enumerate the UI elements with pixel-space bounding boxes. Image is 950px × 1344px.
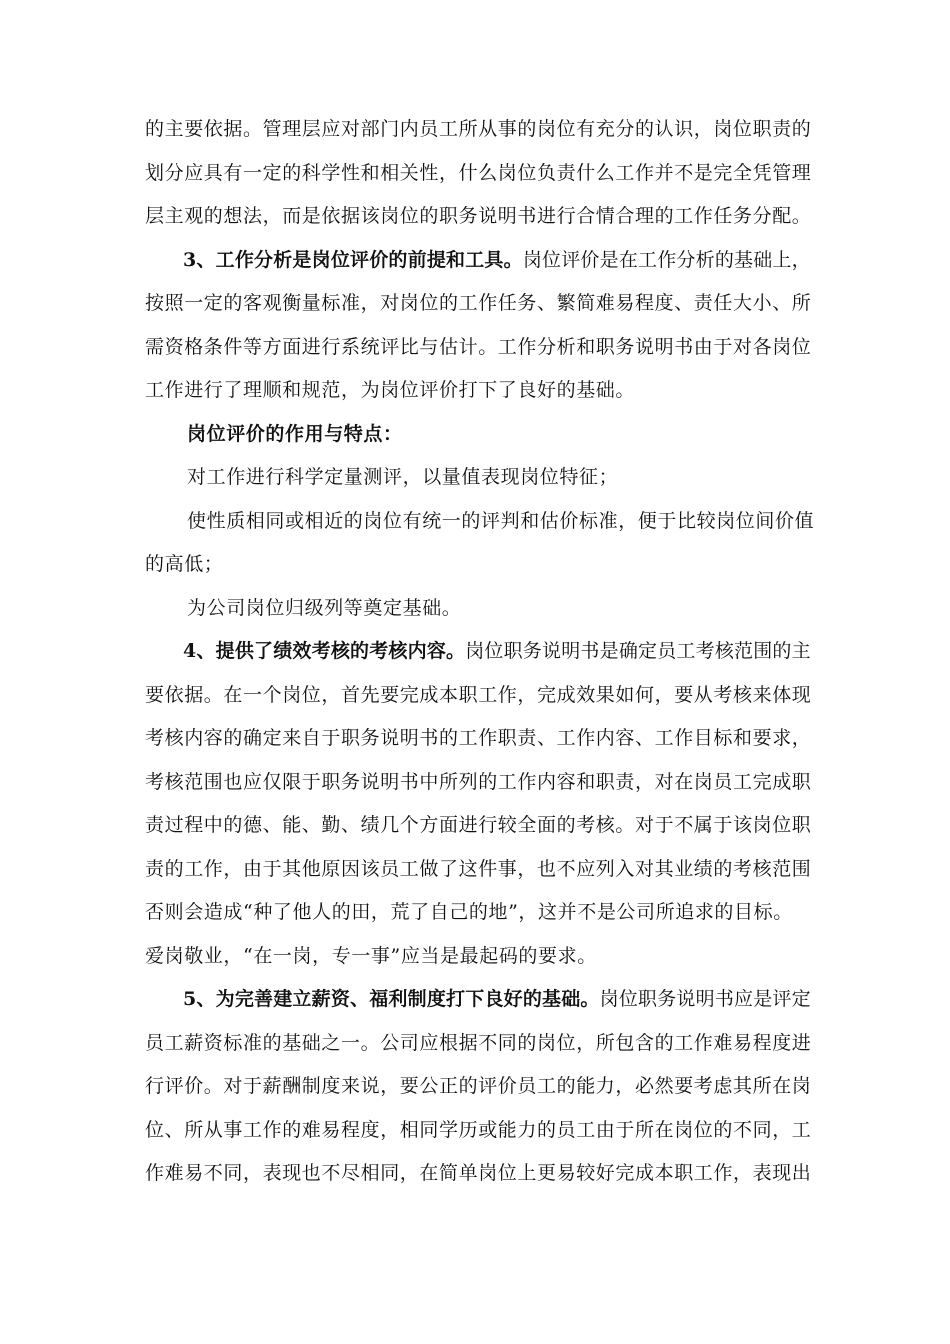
feature-item: 使性质相同或相近的岗位有统一的评判和估价标准，便于比较岗位间价值 [187, 509, 815, 532]
section-heading-3: 3、工作分析是岗位评价的前提和工具。 [183, 248, 523, 271]
feature-item-continuation: 的高低； [145, 553, 224, 575]
paragraph-line: 责的工作，由于其他原因该员工做了这件事，也不应列入对其业绩的考核范围 [145, 857, 812, 880]
paragraph-line: 行评价。对于薪酬制度来说，要公正的评价员工的能力，必然要考虑其所在岗 [145, 1075, 812, 1097]
paragraph-first-line [145, 978, 813, 1022]
paragraph-line: 的主要依据。管理层应对部门内员工所从事的岗位有充分的认识，岗位职责的 [145, 118, 812, 140]
paragraph-line: 要依据。在一个岗位，首先要完成本职工作，完成效果如何，要从考核来体现 [145, 683, 812, 706]
document-page [145, 108, 813, 1196]
section-heading-4: 4、提供了绩效考核的考核内容。 [183, 640, 466, 662]
paragraph-line: 否则会造成“种了他人的田，荒了自己的地”，这并不是公司所追求的目标。 [145, 901, 793, 923]
feature-item: 为公司岗位归级列等奠定基础。 [187, 596, 462, 619]
paragraph-line: 工作进行了理顺和规范，为岗位评价打下了良好的基础。 [145, 379, 636, 401]
paragraph-first-line [145, 239, 813, 283]
paragraph-line: 员工薪资标准的基础之一。公司应根据不同的岗位，所包含的工作难易程度进 [145, 1031, 812, 1054]
paragraph-line: 作难易不同，表现也不尽相同，在简单岗位上更易较好完成本职工作，表现出 [145, 1162, 812, 1184]
features-heading: 岗位评价的作用与特点： [187, 422, 403, 445]
paragraph-line: 责过程中的德、能、勤、绩几个方面进行较全面的考核。对于不属于该岗位职 [145, 814, 812, 836]
paragraph-text: 岗位职务说明书是确定员工考核范围的主 [465, 640, 811, 662]
paragraph-line: 层主观的想法，而是依据该岗位的职务说明书进行合情合理的工作任务分配。 [145, 205, 812, 227]
paragraph-line: 考核内容的确定来自于职务说明书的工作职责、工作内容、工作目标和要求， [145, 727, 812, 749]
paragraph-line: 考核范围也应仅限于职务说明书中所列的工作内容和职责，对在岗员工完成职 [145, 770, 812, 793]
feature-item: 对工作进行科学定量测评，以量值表现岗位特征； [187, 466, 619, 488]
paragraph-text: 岗位职务说明书应是评定 [599, 988, 811, 1010]
paragraph-first-line [145, 630, 813, 674]
paragraph-line: 位、所从事工作的难易程度，相同学历或能力的员工由于所在岗位的不同，工 [145, 1118, 812, 1141]
paragraph-line: 按照一定的客观衡量标准，对岗位的工作任务、繁简难易程度、责任大小、所 [145, 292, 812, 314]
paragraph-line: 需资格条件等方面进行系统评比与估计。工作分析和职务说明书由于对各岗位 [145, 335, 812, 358]
paragraph-line: 爱岗敬业，“在一岗，专一事”应当是最起码的要求。 [145, 944, 597, 967]
paragraph-text: 岗位评价是在工作分析的基础上， [522, 248, 811, 271]
section-heading-5: 5、为完善建立薪资、福利制度打下良好的基础。 [183, 988, 600, 1010]
paragraph-line: 划分应具有一定的科学性和相关性，什么岗位负责什么工作并不是完全凭管理 [145, 161, 812, 184]
